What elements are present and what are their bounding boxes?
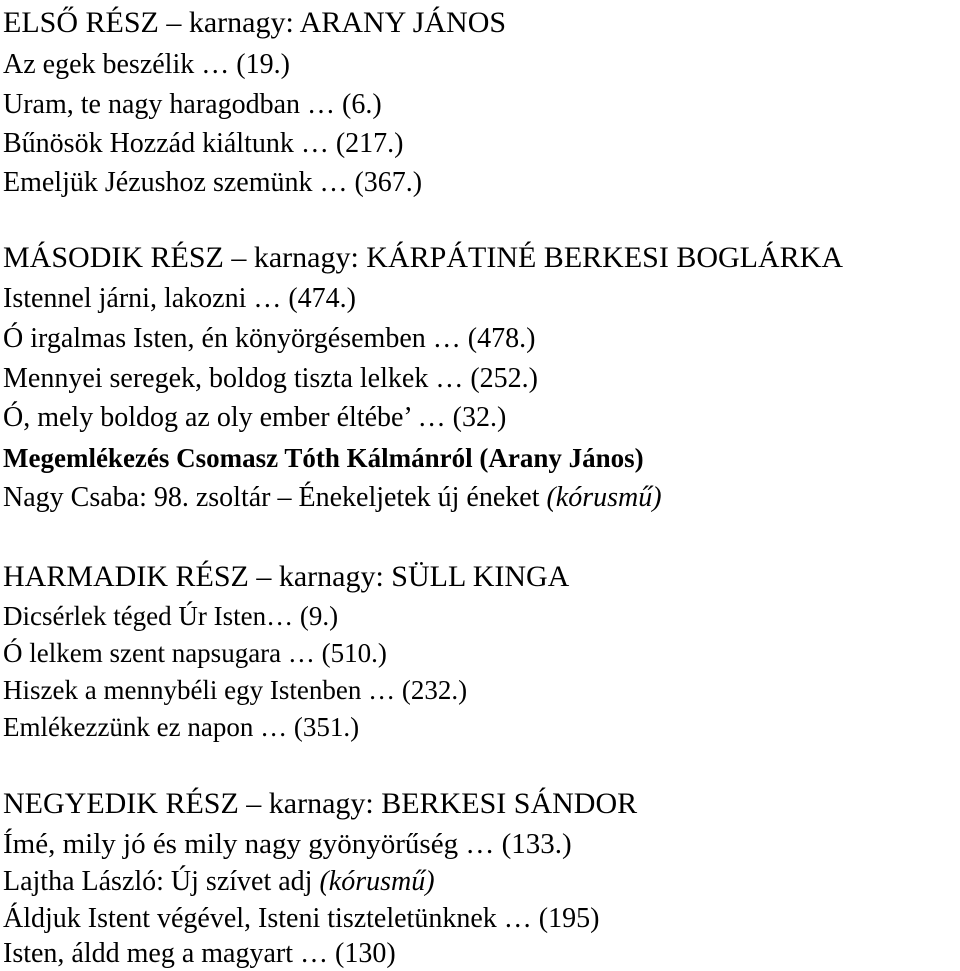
section-4-heading: NEGYEDIK RÉSZ – karnagy: BERKESI SÁNDOR — [3, 787, 638, 820]
memorial-line: Megemlékezés Csomasz Tóth Kálmánról (Arany János) — [3, 443, 644, 473]
hymn-item: Ó irgalmas Isten, én könyörgésemben … (478.) — [3, 323, 536, 354]
section-2-heading: MÁSODIK RÉSZ – karnagy: KÁRPÁTINÉ BERKESI BOGLÁRKA — [3, 241, 843, 274]
choral-work-note: (kórusmű) — [546, 482, 662, 513]
choral-work-title: Lajtha László: Új szívet adj — [3, 866, 313, 897]
hymn-item: Isten, áldd meg a magyart … (130) — [3, 938, 396, 969]
hymn-item: Dicsérlek téged Úr Isten… (9.) — [3, 601, 339, 631]
section-1-heading: ELSŐ RÉSZ – karnagy: ARANY JÁNOS — [3, 6, 507, 39]
section-3-heading: HARMADIK RÉSZ – karnagy: SÜLL KINGA — [3, 560, 570, 593]
hymn-item: Uram, te nagy haragodban … (6.) — [3, 89, 382, 120]
choral-work-note: (kórusmű) — [319, 866, 435, 897]
choral-work-title: Nagy Csaba: 98. zsoltár – Énekeljetek új éneket — [3, 482, 540, 513]
hymn-item: Ó lelkem szent napsugara … (510.) — [3, 638, 387, 668]
hymn-item: Áldjuk Istent végével, Isteni tiszteletünknek … (195) — [3, 903, 600, 934]
hymn-item: Az egek beszélik … (19.) — [3, 49, 290, 80]
hymn-item: Ímé, mily jó és mily nagy gyönyörűség … (133.) — [3, 828, 572, 860]
hymn-item: Ó, mely boldog az oly ember éltébe’ … (32.) — [3, 402, 507, 433]
hymn-item: Emlékezzünk ez napon … (351.) — [3, 712, 360, 742]
hymn-item: Emeljük Jézushoz szemünk … (367.) — [3, 167, 423, 198]
hymn-item: Istennel járni, lakozni … (474.) — [3, 283, 357, 314]
hymn-item: Hiszek a mennybéli egy Istenben … (232.) — [3, 675, 468, 705]
hymn-item: Bűnösök Hozzád kiáltunk … (217.) — [3, 128, 404, 159]
choral-work-line — [3, 868, 435, 896]
choral-work-line — [3, 484, 662, 512]
hymn-item: Mennyei seregek, boldog tiszta lelkek … (252.) — [3, 363, 538, 394]
